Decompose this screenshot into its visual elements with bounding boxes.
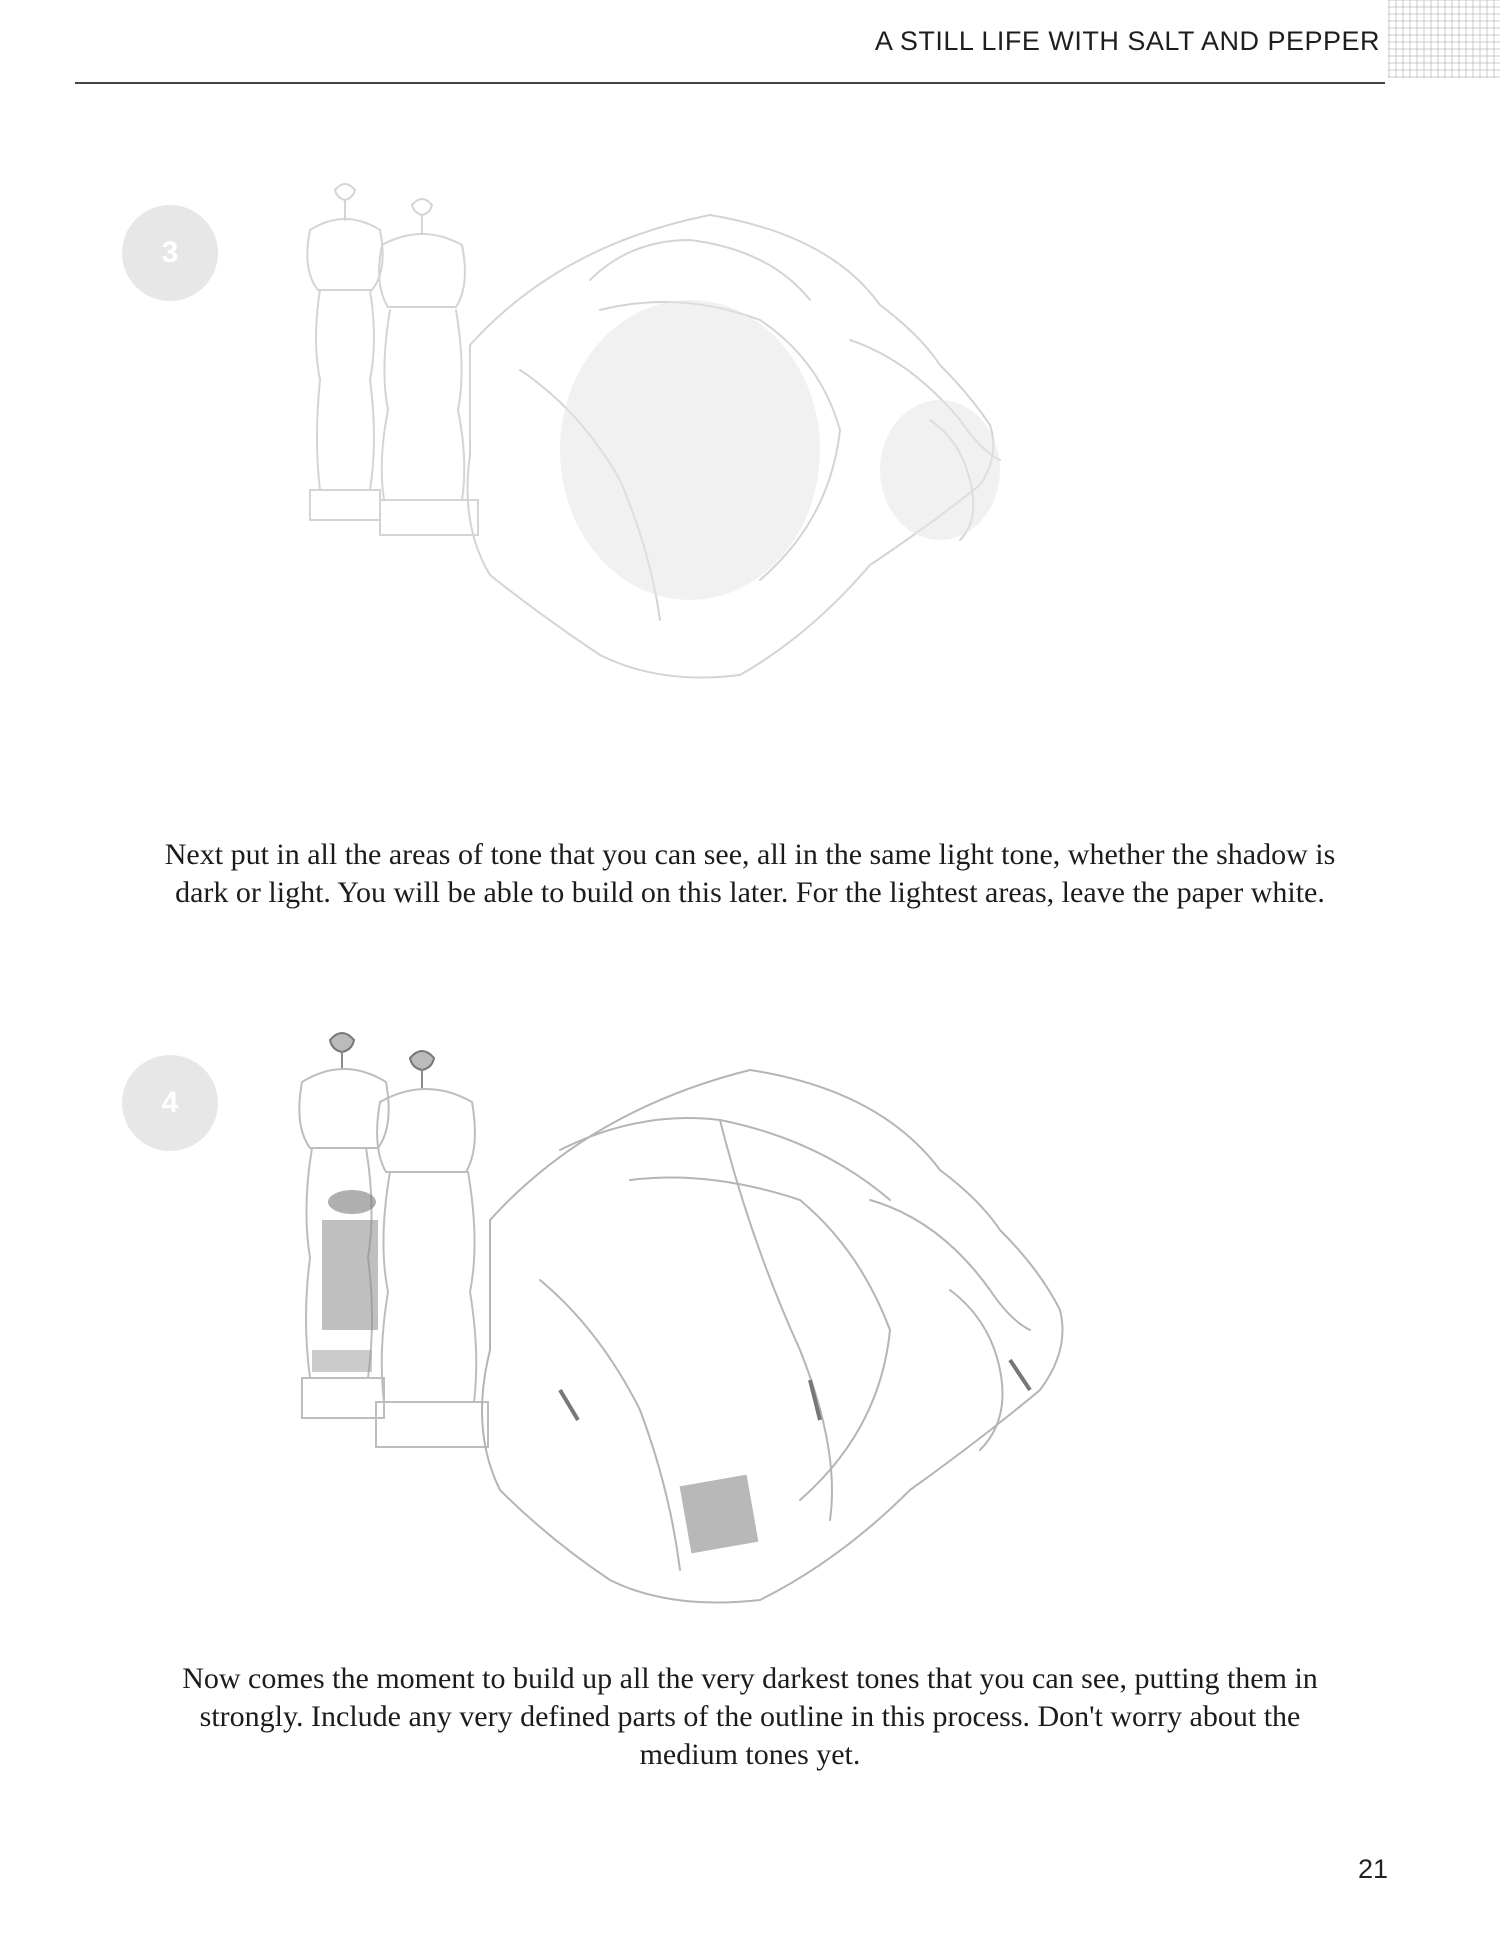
cloth-sketch	[482, 1070, 1063, 1603]
step-4-pencil-sketch	[290, 1020, 1220, 1640]
pepper-mill-right-sketch	[379, 199, 478, 535]
step-4-caption: Now comes the moment to build up all the very darkest tones that you can see, putting them in strongly. Include any very defined parts of the outline in this process. Don't worry about the medium tones yet.	[182, 1662, 1318, 1771]
header-rule	[75, 82, 1385, 84]
corner-texture-decoration	[1388, 0, 1500, 78]
step-badge-4: 4	[122, 1055, 218, 1151]
pepper-mill-left-sketch	[307, 184, 382, 520]
running-header-title: A STILL LIFE WITH SALT AND PEPPER	[874, 26, 1380, 56]
step-3-caption: Next put in all the areas of tone that you can see, all in the same light tone, whether the shadow is dark or light. You will be able to build on this later. For the lightest areas, leave the paper white.	[164, 838, 1336, 909]
pepper-mill-right-sketch	[376, 1051, 488, 1447]
step-3-pencil-sketch	[290, 170, 1210, 790]
step-badge-3: 3	[122, 205, 218, 301]
dark-tone-marks	[312, 1190, 1030, 1553]
page-number: 21	[1357, 1854, 1388, 1884]
